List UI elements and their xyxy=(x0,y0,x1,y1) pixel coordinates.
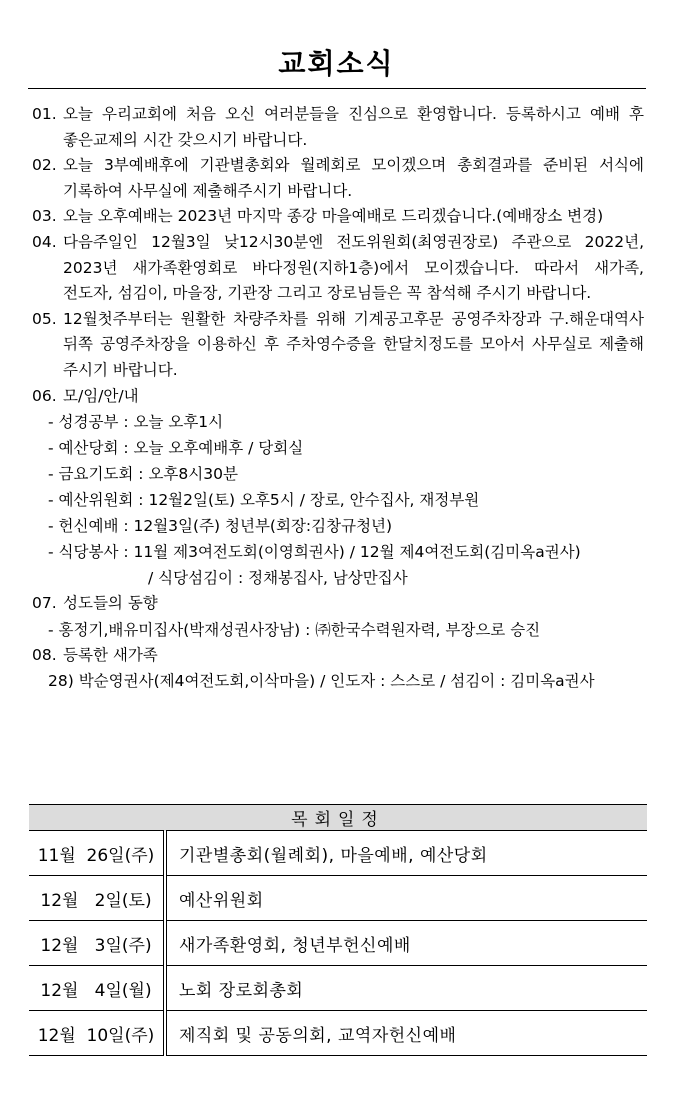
schedule-row xyxy=(29,1011,647,1056)
schedule-event: 제직회 및 공동의회, 교역자헌신예배 xyxy=(165,1011,647,1056)
notice-number: 04. xyxy=(32,232,57,251)
gathering-item: - 예산당회 : 오늘 오후예배후 / 당회실 xyxy=(48,439,304,458)
gathering-item: / 식당섬김이 : 정채봉집사, 남상만집사 xyxy=(148,569,408,588)
schedule-event: 예산위원회 xyxy=(165,876,647,921)
notice-list xyxy=(32,102,644,694)
schedule-date: 12월 4일(월) xyxy=(29,966,165,1011)
title-divider xyxy=(28,88,646,89)
notice-text: 다음주일인 12월3일 낮12시30분엔 전도위원회(최영권장로) 주관으로 2022년, 2023년 새가족환영회로 바다정원(지하1층)에서 모이겠습니다. 따라서 새가족, 전도자, 섬김이, 마을장, 기관장 그리고 장로님들은 꼭 참석해 주시기 바랍니다. xyxy=(63,232,644,303)
notice-number: 07. xyxy=(32,594,57,613)
schedule-row xyxy=(29,966,647,1011)
news-item: - 홍정기,배유미집사(박재성권사장남) : ㈜한국수력원자력, 부장으로 승진 xyxy=(48,620,541,639)
notice-number: 08. xyxy=(32,645,57,664)
schedule-row xyxy=(29,921,647,966)
gathering-item: - 금요기도회 : 오후8시30분 xyxy=(48,465,238,484)
notice-number: 01. xyxy=(32,105,57,123)
schedule-event: 새가족환영회, 청년부헌신예배 xyxy=(165,921,647,966)
schedule-header: 목회일정 xyxy=(29,805,647,831)
schedule-event: 기관별총회(월례회), 마을예배, 예산당회 xyxy=(165,831,647,876)
notice-item xyxy=(32,384,644,410)
page-title: 교회소식 xyxy=(278,47,395,80)
notice-item xyxy=(32,230,644,307)
notice-text: 모/임/안/내 xyxy=(63,386,139,405)
schedule-row xyxy=(29,876,647,921)
notice-item xyxy=(32,102,644,153)
schedule-date: 12월 3일(주) xyxy=(29,921,165,966)
schedule-date: 11월 26일(주) xyxy=(29,831,165,876)
gathering-item: - 헌신예배 : 12월3일(주) 청년부(회장:김창규청년) xyxy=(48,517,393,536)
notice-text: 오늘 우리교회에 처음 오신 여러분들을 진심으로 환영합니다. 등록하시고 예배 후 좋은교제의 시간 갖으시기 바랍니다. xyxy=(63,105,644,149)
notice-text: 성도들의 동향 xyxy=(63,594,158,613)
notice-text: 12월첫주부터는 원활한 차량주차를 위해 기계공고후문 공영주차장과 구.해운대역사 뒤쪽 공영주차장을 이용하신 후 주차영수증을 한달치정도를 모아서 사무실로 제출해 주시기 바랍니다. xyxy=(63,309,644,379)
newcomer-item: 28) 박순영권사(제4여전도회,이삭마을) / 인도자 : 스스로 / 섬김이 : 김미옥a권사 xyxy=(48,672,595,691)
notice-item xyxy=(32,307,644,384)
gathering-item: - 예산위원회 : 12월2일(토) 오후5시 / 장로, 안수집사, 재정부원 xyxy=(48,491,480,510)
schedule-event: 노회 장로회총회 xyxy=(165,966,647,1011)
notice-number: 05. xyxy=(32,309,57,328)
schedule-date: 12월 10일(주) xyxy=(29,1011,165,1056)
notice-number: 03. xyxy=(32,207,57,226)
gathering-item: - 성경공부 : 오늘 오후1시 xyxy=(48,413,224,432)
notice-item xyxy=(32,643,644,669)
notice-text: 등록한 새가족 xyxy=(63,645,158,664)
gathering-item: - 식당봉사 : 11월 제3여전도회(이영희권사) / 12월 제4여전도회(김미옥a권사) xyxy=(48,543,581,562)
notice-item xyxy=(32,153,644,204)
schedule-header-row xyxy=(29,805,647,831)
notice-text: 오늘 오후예배는 2023년 마지막 종강 마을예배로 드리겠습니다.(예배장소 변경) xyxy=(63,207,604,226)
notice-number: 02. xyxy=(32,156,57,175)
notice-item xyxy=(32,204,644,230)
schedule-row xyxy=(29,831,647,876)
notice-number: 06. xyxy=(32,386,57,405)
schedule-table xyxy=(29,804,647,1056)
schedule-date: 12월 2일(토) xyxy=(29,876,165,921)
notice-item xyxy=(32,591,644,617)
notice-text: 오늘 3부예배후에 기관별총회와 월례회로 모이겠으며 총회결과를 준비된 서식에 기록하여 사무실에 제출해주시기 바랍니다. xyxy=(63,156,644,200)
